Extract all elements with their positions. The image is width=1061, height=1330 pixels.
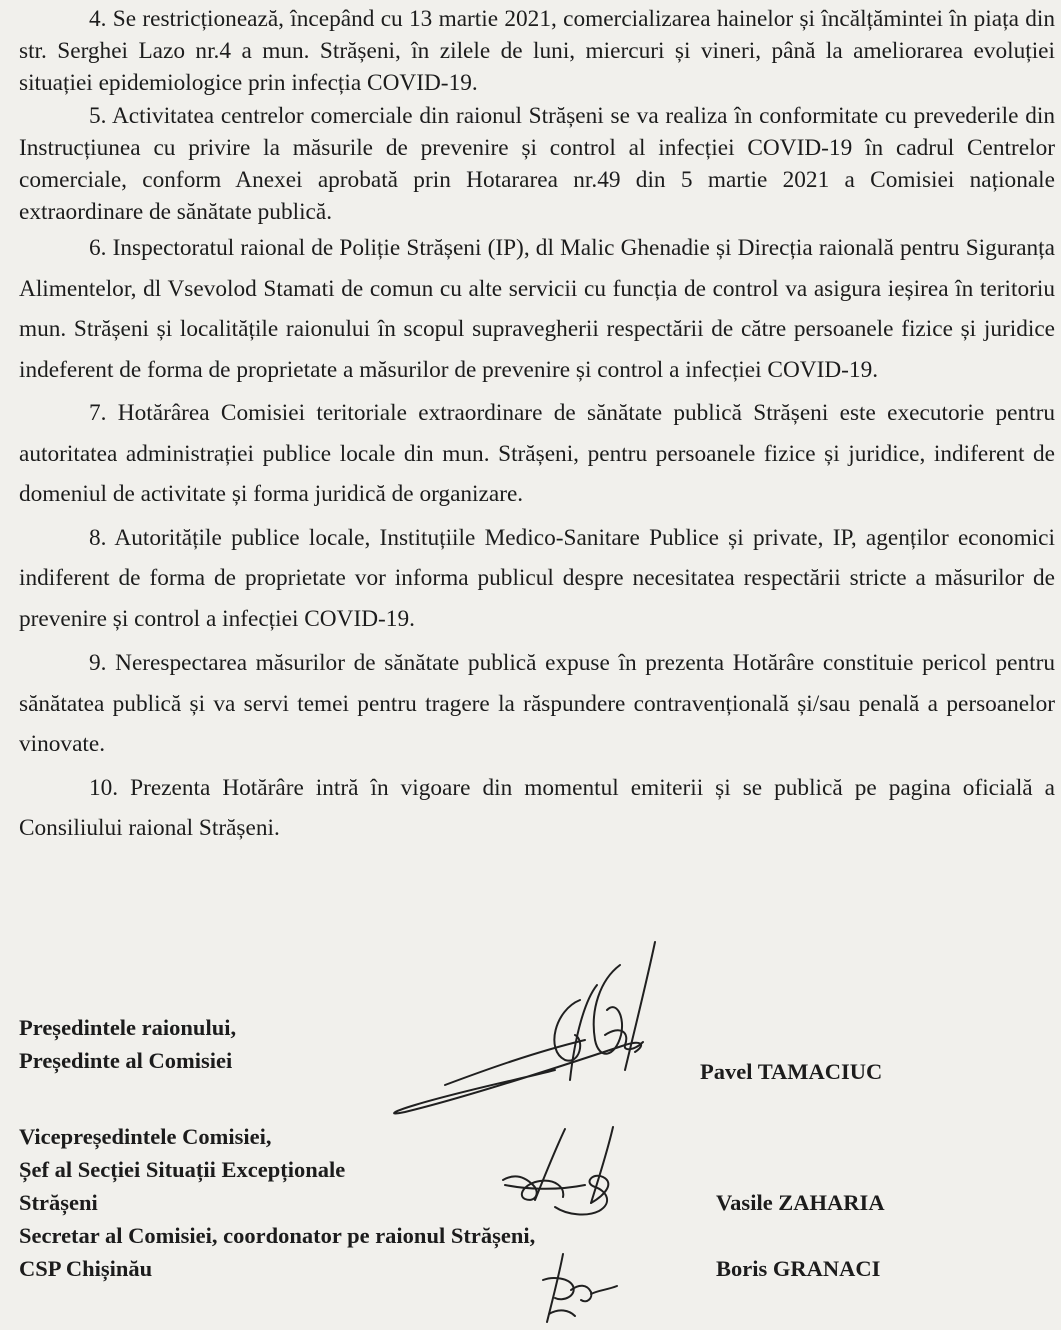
president-signature [385, 940, 685, 1120]
secretary-name: Boris GRANACI [716, 1256, 881, 1281]
paragraph-5: 5. Activitatea centrelor comerciale din raionul Strășeni se va realiza în conformitate cu prevederile din Instrucțiunea cu privire la măsurile de prevenire și control al infecției COVID-19 în cadrul Centrelor comerciale, conform Anexei aprobată prin Hotararea nr.49 din 5 martie 2021 a Comisiei naționale extraordinare de sănătate publică. [19, 102, 1055, 226]
secretary-signature [535, 1250, 625, 1330]
secretary-title-line2: CSP Chișinău [19, 1256, 153, 1281]
paragraph-7: 7. Hotărârea Comisiei teritoriale extraordinare de sănătate publică Strășeni este executorie pentru autoritatea administrației publice locale din mun. Strășeni, pentru persoanele fizice și juridice, indiferent de domeniul de activitate și forma juridică de organizare. [19, 400, 1055, 508]
president-title-line2: Președinte al Comisiei [19, 1048, 233, 1073]
president-title-line1: Președintele raionului, [19, 1015, 237, 1040]
paragraph-10: 10. Prezenta Hotărâre intră în vigoare din momentul emiterii și se publică pe pagina oficială a Consiliului raional Strășeni. [19, 774, 1055, 842]
vice-president-signature [495, 1125, 645, 1220]
paragraph-8: 8. Autoritățile publice locale, Instituțiile Medico-Sanitare Publice și private, IP, agenților economici indiferent de forma de proprietate vor informa publicul despre necesitatea respectării stricte a măsurilor de prevenire și control a infecției COVID-19. [19, 524, 1055, 632]
president-title [19, 1011, 236, 1077]
vice-president-title [19, 1120, 535, 1285]
paragraph-6: 6. Inspectoratul raional de Poliție Strășeni (IP), dl Malic Ghenadie și Direcția raională pentru Siguranța Alimentelor, dl Vsevolod Stamati de comun cu alte servicii cu funcția de control va asigura ieșirea în teritoriu mun. Strășeni și localitățile raionului în scopul supravegherii respectării de către persoanele fizice și juridice indeferent de forma de proprietate a măsurilor de prevenire și control a infecției COVID-19. [19, 235, 1055, 383]
vice-title-line2: Șef al Secției Situații Excepționale [19, 1157, 346, 1182]
secretary-title-line1: Secretar al Comisiei, coordonator pe raionul Strășeni, [19, 1223, 536, 1248]
president-name: Pavel TAMACIUC [700, 1059, 883, 1084]
vice-president-name: Vasile ZAHARIA [716, 1190, 885, 1215]
paragraph-4: 4. Se restricționează, începând cu 13 martie 2021, comercializarea hainelor și încălțămintei în piața din str. Serghei Lazo nr.4 a mun. Strășeni, în zilele de luni, miercuri și vineri, până la ameliorarea evoluției situației epidemiologice prin infecția COVID-19. [19, 6, 1055, 97]
vice-title-line3: Strășeni [19, 1190, 98, 1215]
paragraph-9: 9. Nerespectarea măsurilor de sănătate publică expuse în prezenta Hotărâre constituie pericol pentru sănătatea publică și va servi temei pentru tragere la răspundere contravențională și/sau penală a persoanelor vinovate. [19, 650, 1055, 758]
decision-body [19, 3, 1055, 849]
vice-title-line1: Vicepreședintele Comisiei, [19, 1124, 272, 1149]
